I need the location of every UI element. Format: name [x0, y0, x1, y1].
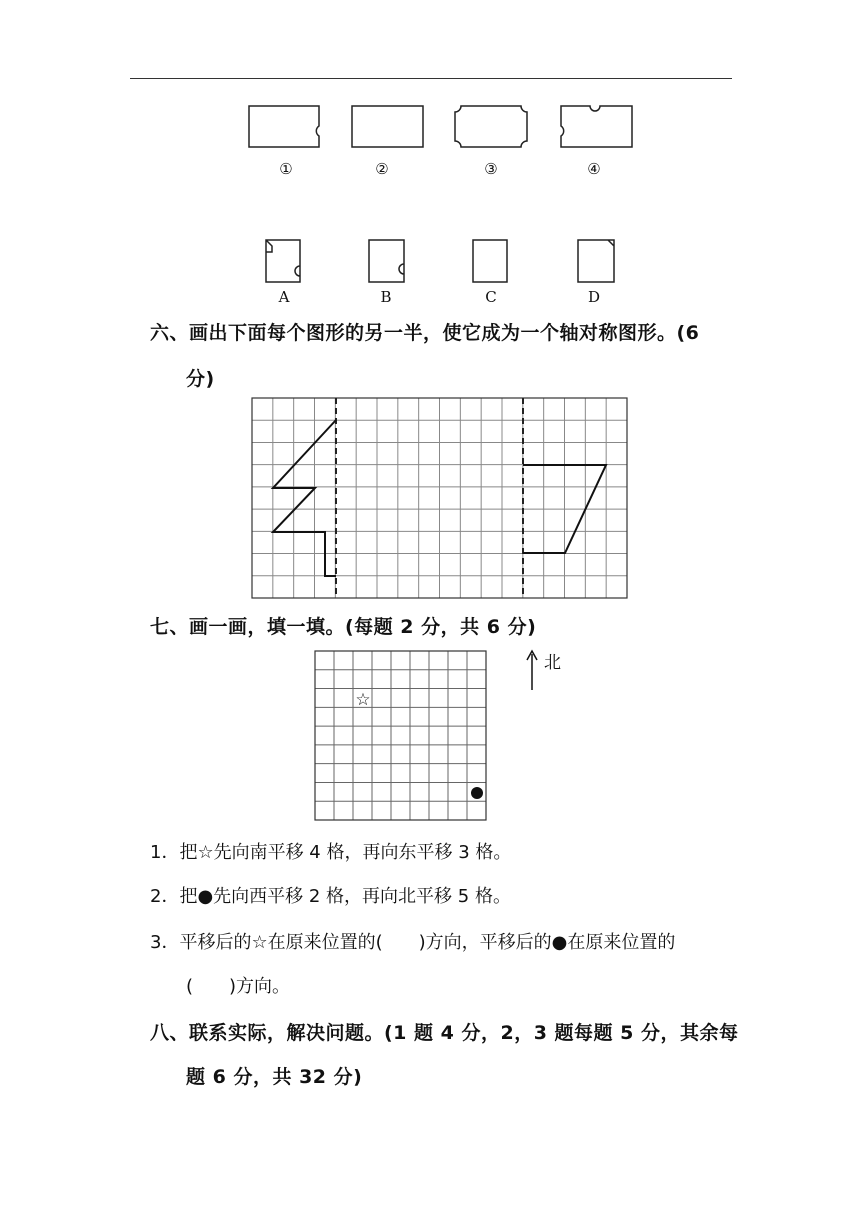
shape-options-figure [0, 0, 860, 320]
shape-label-4: ④ [587, 160, 601, 178]
option-label-a: A [278, 288, 290, 306]
north-label: 北 [544, 653, 561, 673]
folded-shape-d [578, 240, 614, 282]
ticket-shape-2 [352, 106, 423, 147]
section8-title-line2: 题 6 分，共 32 分) [186, 1066, 363, 1088]
ticket-shape-1 [249, 106, 319, 147]
folded-shape-c [473, 240, 507, 282]
question-3-line1: 3．平移后的☆在原来位置的( )方向，平移后的●在原来位置的 [150, 932, 676, 953]
section6-title-line1: 六、画出下面每个图形的另一半，使它成为一个轴对称图形。(6 [150, 322, 700, 344]
section6-title-line2: 分) [186, 368, 215, 390]
north-arrow-icon [524, 648, 540, 692]
ticket-shape-3 [455, 106, 527, 147]
star-marker: ☆ [355, 690, 371, 710]
question-1: 1．把☆先向南平移 4 格，再向东平移 3 格。 [150, 842, 512, 863]
ticket-shape-4 [561, 106, 632, 147]
option-label-d: D [587, 288, 601, 306]
option-label-b: B [380, 288, 392, 306]
dot-marker [471, 787, 483, 799]
translation-grid [314, 650, 488, 822]
folded-shape-a [266, 240, 300, 282]
shape-label-2: ② [375, 160, 389, 178]
question-3-line2: ( )方向。 [186, 976, 291, 997]
symmetry-grid [250, 396, 630, 600]
question-2: 2．把●先向西平移 2 格，再向北平移 5 格。 [150, 886, 511, 907]
shape-label-1: ① [279, 160, 293, 178]
folded-shape-b [369, 240, 404, 282]
section8-title-line1: 八、联系实际，解决问题。(1 题 4 分，2，3 题每题 5 分，其余每 [150, 1022, 739, 1044]
shape-label-3: ③ [484, 160, 498, 178]
half-figure-left [273, 420, 336, 576]
option-label-c: C [485, 288, 497, 306]
section7-title: 七、画一画，填一填。(每题 2 分，共 6 分) [150, 616, 537, 638]
